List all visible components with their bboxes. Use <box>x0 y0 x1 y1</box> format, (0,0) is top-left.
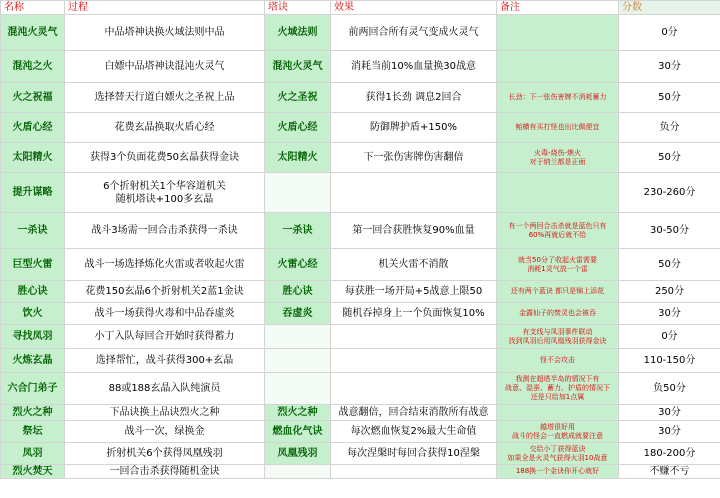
row-score: 50分 <box>619 143 720 173</box>
row-effect: 防御牌护盾+150% <box>331 113 497 143</box>
row-process: 战斗3场需一回合击杀获得一杀诀 <box>65 213 265 249</box>
row-score: 不赚不亏 <box>619 465 720 479</box>
row-note: 怪不会攻击 <box>497 349 619 373</box>
row-jue <box>265 465 331 479</box>
row-process: 一回合击杀获得随机金诀 <box>65 465 265 479</box>
row-note: 交给小丁获得蓝诀 如果全是火灵气获得火羽10战意 <box>497 443 619 465</box>
row-effect: 每次涅槃时每回合获得10涅槃 <box>331 443 497 465</box>
row-note: 火毒-烧伤-燋火 对于纳兰都是正面 <box>497 143 619 173</box>
table-row <box>1 51 720 83</box>
row-name: 混沌之火 <box>1 51 65 83</box>
row-score: 30分 <box>619 51 720 83</box>
row-process: 战斗一场选择炼化火雷或者收起火雷 <box>65 249 265 281</box>
row-score: 110-150分 <box>619 349 720 373</box>
row-effect: 第一回合获胜恢复90%血量 <box>331 213 497 249</box>
row-jue <box>265 349 331 373</box>
row-jue <box>265 325 331 349</box>
row-process: 折射机关6个获得凤凰残羽 <box>65 443 265 465</box>
row-score: 250分 <box>619 281 720 303</box>
row-effect: 每获胜一场开局+5战意上限50 <box>331 281 497 303</box>
row-jue: 混沌火灵气 <box>265 51 331 83</box>
table-row <box>1 249 720 281</box>
row-name: 混沌火灵气 <box>1 15 65 51</box>
row-effect <box>331 349 497 373</box>
table-row <box>1 465 720 479</box>
header-row <box>1 1 720 15</box>
row-score: 180-200分 <box>619 443 720 465</box>
row-process: 白嫖中品塔神诀混沌火灵气 <box>65 51 265 83</box>
table-row <box>1 83 720 113</box>
row-jue: 胜心诀 <box>265 281 331 303</box>
row-note: 有支线与凤羽事件联动 找到凤羽后用凤凰残羽获得金诀 <box>497 325 619 349</box>
row-note: 鲐横有买打怪也出比佩便宜 <box>497 113 619 143</box>
row-process: 花费150玄晶6个折射机关2蓝1金诀 <box>65 281 265 303</box>
row-note: 有一个两回合击杀就是蓝色只有 60%再就后就不给 <box>497 213 619 249</box>
header-effect: 效果 <box>331 1 497 15</box>
row-process: 选择帮忙，战斗获得300+玄晶 <box>65 349 265 373</box>
row-name: 巨型火雷 <box>1 249 65 281</box>
row-jue: 太阳精火 <box>265 143 331 173</box>
row-effect: 前两回合所有灵气变成火灵气 <box>331 15 497 51</box>
row-note: 越塔很好用 战斗的怪会一直燃成就要注意 <box>497 421 619 443</box>
row-process: 战斗一次，绿换金 <box>65 421 265 443</box>
row-score: 负50分 <box>619 373 720 405</box>
table-row <box>1 443 720 465</box>
row-note: 就当50分了收起火雷需要 消耗1灵气放一个雷 <box>497 249 619 281</box>
row-note: 188换一个金诀你开心就好 <box>497 465 619 479</box>
table-row <box>1 421 720 443</box>
row-score: 30分 <box>619 421 720 443</box>
row-name: 火炼玄晶 <box>1 349 65 373</box>
row-jue: 燃血化气诀 <box>265 421 331 443</box>
row-score: 30分 <box>619 303 720 325</box>
header-name: 名称 <box>1 1 65 15</box>
table-row <box>1 15 720 51</box>
row-name: 烈火之种 <box>1 405 65 421</box>
row-score: 0分 <box>619 325 720 349</box>
row-name: 胜心诀 <box>1 281 65 303</box>
table-row <box>1 143 720 173</box>
row-effect <box>331 373 497 405</box>
header-note: 备注 <box>497 1 619 15</box>
row-name: 烈火焚天 <box>1 465 65 479</box>
row-effect <box>331 465 497 479</box>
row-jue: 凤凰残羽 <box>265 443 331 465</box>
row-note: 还有两个蓝诀 都只是锦上添花 <box>497 281 619 303</box>
row-effect: 下一张伤害牌伤害翻倍 <box>331 143 497 173</box>
row-note: 长劲：下一张伤害牌不消耗蓄力 <box>497 83 619 113</box>
row-jue: 烈火之种 <box>265 405 331 421</box>
table-row <box>1 303 720 325</box>
row-process: 获得3个负面花费50玄晶获得金诀 <box>65 143 265 173</box>
header-jue: 塔诀 <box>265 1 331 15</box>
row-process: 选择替天行道白嫖火之圣祝上品 <box>65 83 265 113</box>
row-process: 花费玄晶换取火盾心经 <box>65 113 265 143</box>
table-row <box>1 173 720 213</box>
row-jue: 一杀诀 <box>265 213 331 249</box>
row-score: 30-50分 <box>619 213 720 249</box>
row-jue: 火雷心经 <box>265 249 331 281</box>
table-row <box>1 373 720 405</box>
row-effect: 消耗当前10%血量换30战意 <box>331 51 497 83</box>
row-name: 一杀诀 <box>1 213 65 249</box>
row-name: 太阳精火 <box>1 143 65 173</box>
row-note <box>497 15 619 51</box>
row-name: 提升谋略 <box>1 173 65 213</box>
row-name: 祭坛 <box>1 421 65 443</box>
table-row <box>1 405 720 421</box>
row-process: 88或188玄晶入队纯演员 <box>65 373 265 405</box>
row-jue <box>265 173 331 213</box>
row-name: 火盾心经 <box>1 113 65 143</box>
row-name: 寻找凤羽 <box>1 325 65 349</box>
row-score: 0分 <box>619 15 720 51</box>
row-note: 我测在超塔半岛的情况下有 战意、湿蚕、蓄力、护盾的情况下 还是只给加1点属 <box>497 373 619 405</box>
row-jue <box>265 373 331 405</box>
row-effect: 获得1长劲 调息2回合 <box>331 83 497 113</box>
table-row <box>1 281 720 303</box>
row-process: 下品诀换上品诀烈火之种 <box>65 405 265 421</box>
row-name: 六合门弟子 <box>1 373 65 405</box>
row-note: 金露仙子的焚灵也会被吞 <box>497 303 619 325</box>
row-effect: 机关火雷不消散 <box>331 249 497 281</box>
table-row <box>1 349 720 373</box>
row-score: 30分 <box>619 405 720 421</box>
row-score: 230-260分 <box>619 173 720 213</box>
header-process: 过程 <box>65 1 265 15</box>
row-effect: 随机吞掉身上一个负面恢复10% <box>331 303 497 325</box>
row-note <box>497 405 619 421</box>
row-process: 中品塔神诀换火域法则中品 <box>65 15 265 51</box>
row-note <box>497 51 619 83</box>
row-score: 50分 <box>619 83 720 113</box>
table-row <box>1 113 720 143</box>
row-effect: 每次燃血恢复2%最大生命值 <box>331 421 497 443</box>
row-jue: 吞虚炎 <box>265 303 331 325</box>
row-name: 凤羽 <box>1 443 65 465</box>
row-effect <box>331 325 497 349</box>
row-effect: 战意翻倍，回合结束消散所有战意 <box>331 405 497 421</box>
row-name: 火之祝福 <box>1 83 65 113</box>
row-score: 负分 <box>619 113 720 143</box>
row-jue: 火之圣祝 <box>265 83 331 113</box>
table-row <box>1 213 720 249</box>
row-process: 6个折射机关1个华容道机关 随机塔诀+100多玄晶 <box>65 173 265 213</box>
header-score: 分数 <box>619 1 720 15</box>
row-process: 战斗一场获得火毒和中品吞虚炎 <box>65 303 265 325</box>
row-effect <box>331 173 497 213</box>
row-jue: 火域法则 <box>265 15 331 51</box>
row-name: 饮火 <box>1 303 65 325</box>
row-score: 50分 <box>619 249 720 281</box>
row-process: 小丁入队每回合开始时获得蓄力 <box>65 325 265 349</box>
table-row <box>1 325 720 349</box>
row-jue: 火盾心经 <box>265 113 331 143</box>
row-note <box>497 173 619 213</box>
